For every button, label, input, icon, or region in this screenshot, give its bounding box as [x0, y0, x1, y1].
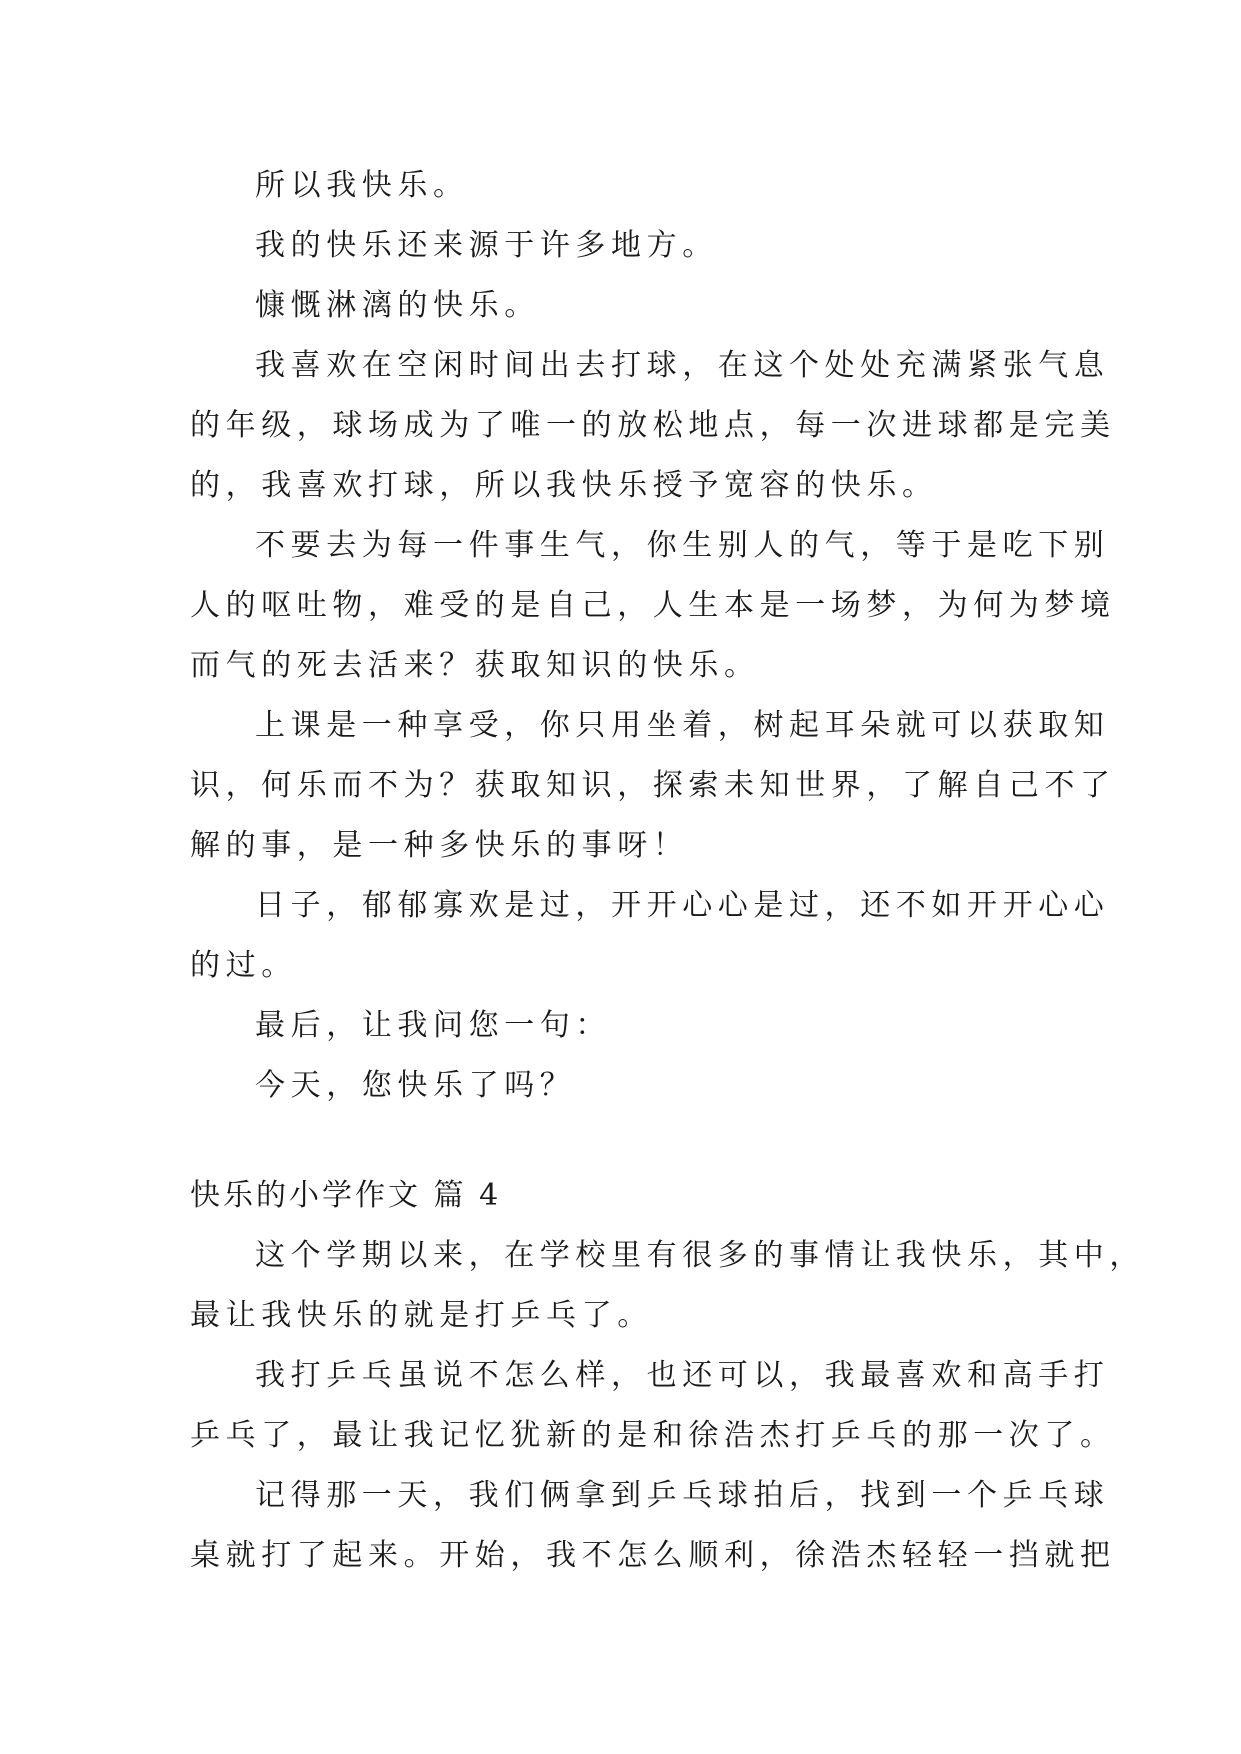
paragraph-line: 识，何乐而不为？获取知识，探索未知世界，了解自己不了: [190, 768, 1116, 803]
paragraph-line: 今天，您快乐了吗？: [255, 1068, 576, 1103]
paragraph-line: 日子，郁郁寡欢是过，开开心心是过，还不如开开心心: [255, 888, 1110, 923]
paragraph-line: 上课是一种享受，你只用坐着，树起耳朵就可以获取知: [255, 708, 1110, 743]
paragraph-line: 解的事，是一种多快乐的事呀！: [190, 828, 689, 863]
paragraph-line: 的过。: [190, 948, 297, 983]
paragraph-line: 我的快乐还来源于许多地方。: [255, 228, 718, 263]
paragraph-line: 所以我快乐。: [255, 168, 469, 203]
paragraph-line: 的年级，球场成为了唯一的放松地点，每一次进球都是完美: [190, 408, 1116, 443]
paragraph-line: 的，我喜欢打球，所以我快乐授予宽容的快乐。: [190, 468, 938, 503]
paragraph-line: 乒乓了，最让我记忆犹新的是和徐浩杰打乒乓的那一次了。: [190, 1418, 1116, 1453]
section-title: 快乐的小学作文 篇 4: [190, 1178, 502, 1213]
paragraph-line: 不要去为每一件事生气，你生别人的气，等于是吃下别: [255, 528, 1110, 563]
paragraph-line: 最让我快乐的就是打乒乓了。: [190, 1298, 653, 1333]
paragraph-line: 桌就打了起来。开始，我不怎么顺利，徐浩杰轻轻一挡就把: [190, 1538, 1116, 1573]
paragraph-line: 最后，让我问您一句：: [255, 1008, 611, 1043]
paragraph-line: 我打乒乓虽说不怎么样，也还可以，我最喜欢和高手打: [255, 1358, 1110, 1393]
paragraph-line: 慷慨淋漓的快乐。: [255, 288, 540, 323]
paragraph-line: 记得那一天，我们俩拿到乒乓球拍后，找到一个乒乓球: [255, 1478, 1110, 1513]
paragraph-line: 我喜欢在空闲时间出去打球，在这个处处充满紧张气息: [255, 348, 1110, 383]
paragraph-line: 这个学期以来，在学校里有很多的事情让我快乐，其中，: [255, 1238, 1145, 1273]
paragraph-line: 人的呕吐物，难受的是自己，人生本是一场梦，为何为梦境: [190, 588, 1116, 623]
paragraph-line: 而气的死去活来？获取知识的快乐。: [190, 648, 760, 683]
